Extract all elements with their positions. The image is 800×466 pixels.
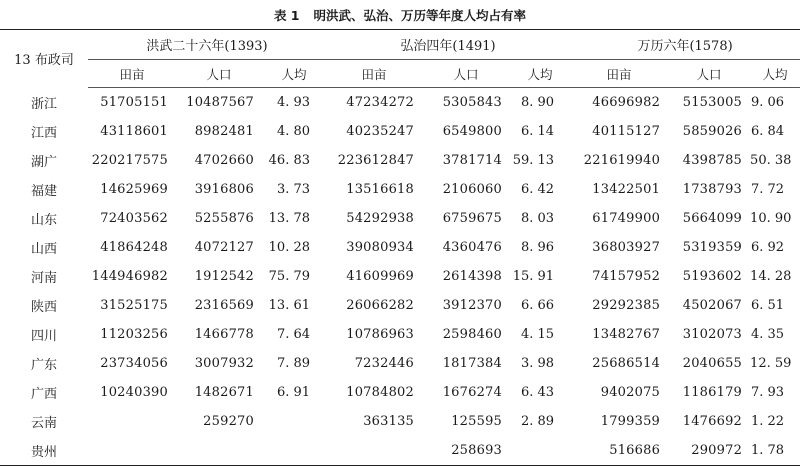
population-cell: 5193602 xyxy=(682,269,743,284)
per-capita-cell: 4. 80 xyxy=(276,124,311,139)
table-row xyxy=(0,320,800,349)
per-capita-cell: 50. 38 xyxy=(750,153,792,168)
population-cell: 5255876 xyxy=(194,211,254,226)
land-cell: 41609969 xyxy=(346,269,415,284)
province-cell: 福建 xyxy=(30,184,57,199)
land-cell: 221619940 xyxy=(583,153,661,168)
per-capita-cell: 13. 78 xyxy=(268,211,311,226)
province-cell: 浙江 xyxy=(30,96,57,112)
per-capita-cell: 46. 83 xyxy=(268,153,311,168)
population-cell: 3781714 xyxy=(442,153,503,168)
per-capita-cell: 6. 92 xyxy=(751,240,785,255)
region-header: 13 布政司 xyxy=(14,53,74,69)
population-cell: 3007932 xyxy=(194,356,254,371)
land-cell: 220217575 xyxy=(91,153,168,168)
land-cell: 7232446 xyxy=(354,356,415,371)
population-cell: 2316569 xyxy=(194,298,254,313)
per-capita-cell: 4. 15 xyxy=(520,327,555,342)
population-cell: 3912370 xyxy=(442,298,503,313)
land-cell: 36803927 xyxy=(592,240,661,255)
table-row xyxy=(0,175,800,204)
province-cell: 四川 xyxy=(30,329,57,344)
period-header-hongwu: 洪武二十六年(1393) xyxy=(88,30,326,60)
land-cell: 13516618 xyxy=(346,182,415,197)
per-capita-cell xyxy=(510,436,570,466)
population-cell: 125595 xyxy=(451,414,503,429)
population-cell: 258693 xyxy=(451,443,503,458)
population-cell: 2598460 xyxy=(442,327,503,342)
land-cell xyxy=(326,436,422,466)
per-capita-cell: 6. 66 xyxy=(520,298,555,313)
table-title: 明洪武、弘治、万历等年度人均占有率 xyxy=(313,8,527,23)
per-capita-cell: 6. 42 xyxy=(520,182,555,197)
subheader-land: 田亩 xyxy=(570,60,668,88)
per-capita-cell: 6. 51 xyxy=(751,298,785,313)
subheader-population: 人口 xyxy=(668,60,750,88)
land-cell: 13422501 xyxy=(592,182,661,197)
subheader-per-capita: 人均 xyxy=(510,60,570,88)
per-capita-cell: 8. 90 xyxy=(520,95,555,110)
per-capita-cell: 6. 43 xyxy=(520,385,555,400)
subheader-land: 田亩 xyxy=(326,60,422,88)
province-cell: 河南 xyxy=(30,271,57,286)
population-cell: 1912542 xyxy=(194,269,254,284)
province-cell: 江西 xyxy=(30,126,57,141)
land-cell: 72403562 xyxy=(100,211,168,226)
per-capita-cell: 59. 13 xyxy=(512,153,555,168)
per-capita-cell xyxy=(262,407,326,436)
population-cell: 6549800 xyxy=(442,124,503,139)
land-cell: 516686 xyxy=(609,443,661,458)
per-capita-cell: 7. 89 xyxy=(276,356,311,371)
land-cell xyxy=(88,436,176,466)
table-row xyxy=(0,146,800,175)
land-cell: 23734056 xyxy=(100,356,168,371)
population-cell: 1186179 xyxy=(682,385,743,400)
population-cell: 1476692 xyxy=(682,414,743,429)
population-cell: 8982481 xyxy=(194,124,254,139)
land-cell: 47234272 xyxy=(346,95,415,110)
table-body xyxy=(0,88,800,466)
per-capita-cell: 10. 28 xyxy=(268,240,311,255)
population-cell: 3916806 xyxy=(194,182,254,197)
land-cell: 40235247 xyxy=(346,124,415,139)
per-capita-cell: 75. 79 xyxy=(268,269,311,284)
per-capita-cell: 3. 73 xyxy=(276,182,311,197)
land-cell: 25686514 xyxy=(592,356,661,371)
land-cell: 41864248 xyxy=(100,240,168,255)
per-capita-cell: 2. 89 xyxy=(520,414,555,429)
land-cell: 363135 xyxy=(363,414,415,429)
land-cell: 61749900 xyxy=(592,211,661,226)
province-cell: 广东 xyxy=(30,358,57,373)
land-cell: 26066282 xyxy=(346,298,415,313)
land-cell xyxy=(88,407,176,436)
population-cell: 5664099 xyxy=(682,211,743,226)
land-cell: 54292938 xyxy=(346,211,415,226)
province-cell: 广西 xyxy=(30,387,57,402)
population-cell: 5859026 xyxy=(682,124,743,139)
population-cell: 3102073 xyxy=(682,327,743,342)
population-land-table xyxy=(0,29,800,466)
per-capita-cell: 4. 93 xyxy=(276,95,311,110)
per-capita-cell: 14. 28 xyxy=(750,269,792,284)
table-row xyxy=(0,407,800,436)
population-cell: 5305843 xyxy=(442,95,503,110)
per-capita-cell: 6. 14 xyxy=(520,124,555,139)
per-capita-cell: 8. 03 xyxy=(520,211,555,226)
land-cell: 144946982 xyxy=(91,269,168,284)
table-row xyxy=(0,378,800,407)
per-capita-cell: 9. 06 xyxy=(751,95,785,110)
land-cell: 14625969 xyxy=(100,182,168,197)
land-cell: 43118601 xyxy=(100,124,168,139)
per-capita-cell: 7. 64 xyxy=(276,327,311,342)
subheader-per-capita: 人均 xyxy=(750,60,800,88)
per-capita-cell: 7. 72 xyxy=(751,182,785,197)
per-capita-cell: 1. 78 xyxy=(751,443,785,458)
province-cell: 湖广 xyxy=(30,155,57,170)
population-cell: 1676274 xyxy=(442,385,503,400)
subheader-population: 人口 xyxy=(422,60,510,88)
table-caption xyxy=(0,6,800,24)
land-cell: 74157952 xyxy=(592,269,661,284)
population-cell: 1466778 xyxy=(194,327,254,342)
per-capita-cell: 13. 61 xyxy=(268,298,311,313)
land-cell: 46696982 xyxy=(592,95,661,110)
per-capita-cell: 4. 35 xyxy=(751,327,785,342)
population-cell: 4360476 xyxy=(442,240,503,255)
land-cell: 11203256 xyxy=(100,327,168,342)
period-header-hongzhi: 弘治四年(1491) xyxy=(326,30,570,60)
land-cell: 31525175 xyxy=(100,298,168,313)
per-capita-cell: 10. 90 xyxy=(750,211,792,226)
land-cell: 223612847 xyxy=(337,153,415,168)
population-cell: 290972 xyxy=(691,443,743,458)
per-capita-cell: 6. 84 xyxy=(751,124,785,139)
land-cell: 51705151 xyxy=(100,95,168,110)
table-row xyxy=(0,291,800,320)
land-cell: 1799359 xyxy=(600,414,661,429)
population-cell: 10487567 xyxy=(186,95,254,110)
population-cell: 259270 xyxy=(203,414,254,429)
population-cell: 4072127 xyxy=(194,240,254,255)
population-cell: 1817384 xyxy=(442,356,503,371)
province-cell: 贵州 xyxy=(30,445,57,460)
population-cell: 2040655 xyxy=(682,356,743,371)
table-row xyxy=(0,436,800,466)
population-cell xyxy=(176,436,262,466)
land-cell: 10786963 xyxy=(346,327,415,342)
per-capita-cell: 7. 93 xyxy=(751,385,785,400)
subheader-per-capita: 人均 xyxy=(262,60,326,88)
per-capita-cell: 1. 22 xyxy=(751,414,785,429)
table-row xyxy=(0,117,800,146)
population-cell: 4502067 xyxy=(682,298,743,313)
land-cell: 9402075 xyxy=(600,385,661,400)
table-row xyxy=(0,349,800,378)
land-cell: 40115127 xyxy=(592,124,661,139)
province-cell: 山西 xyxy=(30,242,57,257)
per-capita-cell: 3. 98 xyxy=(520,356,555,371)
population-cell: 4702660 xyxy=(194,153,254,168)
table-row xyxy=(0,88,800,118)
land-cell: 39080934 xyxy=(346,240,415,255)
province-cell: 陕西 xyxy=(30,300,57,315)
per-capita-cell: 15. 91 xyxy=(512,269,555,284)
population-cell: 5319359 xyxy=(682,240,743,255)
land-cell: 10240390 xyxy=(100,385,168,400)
population-cell: 1738793 xyxy=(682,182,743,197)
subheader-land: 田亩 xyxy=(88,60,176,88)
province-cell: 云南 xyxy=(30,416,57,431)
province-cell: 山东 xyxy=(30,213,57,228)
population-cell: 1482671 xyxy=(194,385,254,400)
land-cell: 29292385 xyxy=(592,298,661,313)
population-cell: 2106060 xyxy=(442,182,503,197)
per-capita-cell xyxy=(262,436,326,466)
population-cell: 2614398 xyxy=(442,269,503,284)
table-row xyxy=(0,262,800,291)
header-row-subcolumns xyxy=(0,60,800,88)
table-row xyxy=(0,204,800,233)
land-cell: 10784802 xyxy=(346,385,415,400)
header-row-periods xyxy=(0,30,800,60)
period-header-wanli: 万历六年(1578) xyxy=(570,30,800,60)
per-capita-cell: 12. 59 xyxy=(750,356,792,371)
population-cell: 4398785 xyxy=(682,153,743,168)
table-row xyxy=(0,233,800,262)
table-number: 表 1 xyxy=(273,8,300,23)
subheader-population: 人口 xyxy=(176,60,262,88)
population-cell: 5153005 xyxy=(682,95,743,110)
population-cell: 6759675 xyxy=(442,211,503,226)
per-capita-cell: 6. 91 xyxy=(276,385,311,400)
land-cell: 13482767 xyxy=(592,327,661,342)
per-capita-cell: 8. 96 xyxy=(520,240,555,255)
